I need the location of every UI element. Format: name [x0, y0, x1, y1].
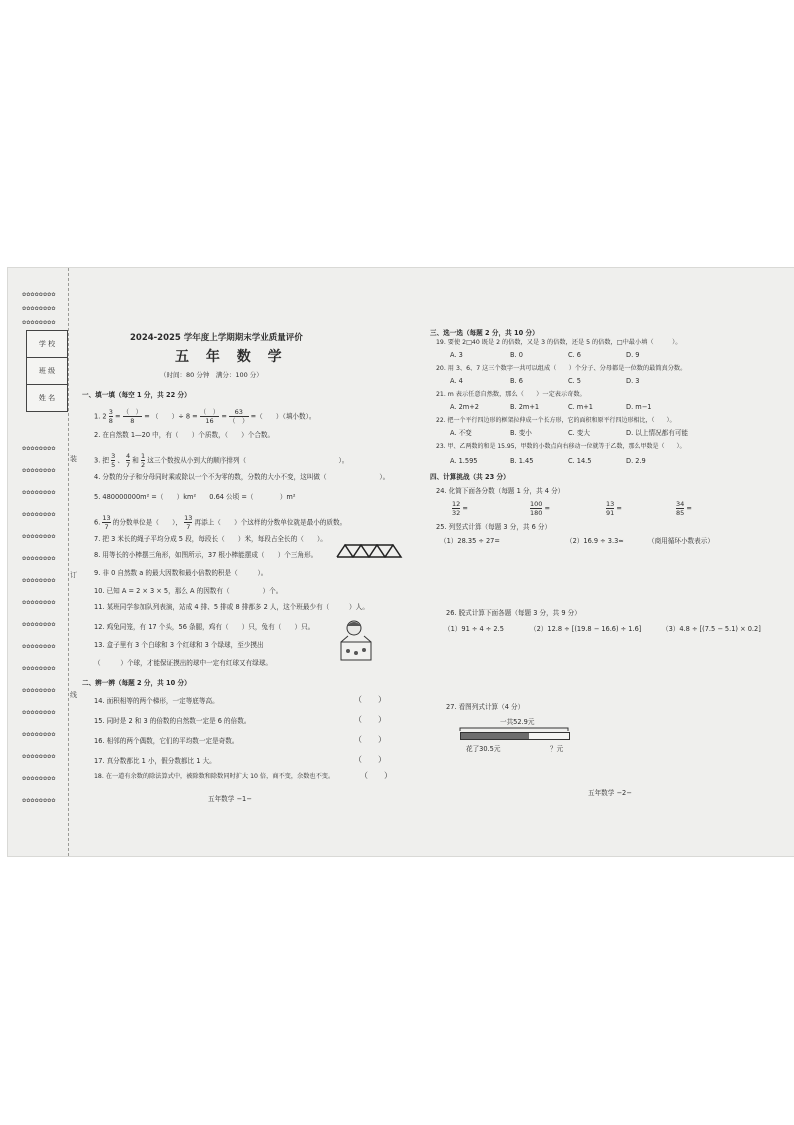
binding-decoration: ✿✿✿✿✿✿✿✿: [22, 710, 56, 716]
option-21-d[interactable]: D. m−1: [626, 403, 652, 411]
fraction: $\frac{13}{7}$: [102, 514, 111, 531]
binding-decoration: ✿✿✿✿✿✿✿✿: [22, 306, 56, 312]
question-6: [94, 514, 346, 531]
fraction: $\frac{34}{85}$: [676, 500, 685, 517]
section-4-heading: 四、计算挑战（共 23 分）: [430, 473, 510, 481]
question-9: 9. 非 0 自然数 a 的最大因数和最小倍数的积是（ ）。: [94, 569, 268, 577]
binding-decoration: ✿✿✿✿✿✿✿✿: [22, 446, 56, 452]
binding-decoration: ✿✿✿✿✿✿✿✿: [22, 754, 56, 760]
question-24: 24. 化简下面各分数（每题 1 分，共 4 分）: [436, 487, 565, 495]
question-11: 11. 某班同学参加队列表演，站成 4 排、5 排或 8 排都多 2 人，这个班最少有（ ）人。: [94, 603, 369, 611]
binding-mark-zhuang: 装: [70, 455, 77, 463]
binding-decoration: ✿✿✿✿✿✿✿✿: [22, 578, 56, 584]
calc-25-2: （2）16.9 ÷ 3.3≈: [566, 537, 624, 545]
simplify-2: $\frac{100}{180}$ =: [530, 500, 551, 517]
option-23-b[interactable]: B. 1.45: [510, 457, 534, 465]
amount-bar: [460, 732, 570, 740]
fraction: $\frac{100}{180}$: [530, 500, 543, 517]
calc-25-1: （1）28.35 ÷ 27=: [440, 537, 500, 545]
q1-text: =（ ）（填小数）。: [250, 412, 316, 421]
calc-26-3: （3）4.8 ÷ [(7.5 − 5.1) × 0.2]: [662, 625, 761, 633]
calc-26-2: （2）12.8 ÷ [(19.8 − 16.6) ÷ 1.6]: [530, 625, 642, 633]
answer-paren-18[interactable]: （ ）: [360, 771, 392, 780]
fraction: $\frac{63}{( )}$: [229, 408, 249, 425]
option-21-c[interactable]: C. m+1: [568, 403, 593, 411]
calc-26-1: （1）91 ÷ 4 ÷ 2.5: [444, 625, 504, 633]
answer-paren-15[interactable]: （ ）: [354, 715, 386, 724]
option-22-d[interactable]: D. 以上情况都有可能: [626, 429, 689, 437]
option-23-c[interactable]: C. 14.5: [568, 457, 592, 465]
binding-decoration: ✿✿✿✿✿✿✿✿: [22, 666, 56, 672]
calc-25-note: （商用循环小数表示）: [648, 537, 714, 545]
student-info-box: [26, 330, 68, 412]
spent-segment: [461, 733, 529, 739]
option-20-d[interactable]: D. 3: [626, 377, 640, 385]
diagram-unknown-label: ？元: [550, 745, 564, 753]
question-17: 17. 真分数都比 1 小，假分数都比 1 大。: [94, 757, 216, 765]
exam-meta: （时间：80 分钟 满分：100 分）: [160, 371, 263, 379]
triangle-sticks-figure: [336, 544, 406, 558]
q3-text: 和: [132, 456, 139, 465]
option-22-b[interactable]: B. 变小: [510, 429, 532, 437]
exam-title: 2024-2025 学年度上学期期末学业质量评价: [130, 333, 303, 343]
option-22-a[interactable]: A. 不变: [450, 429, 472, 437]
binding-decoration: ✿✿✿✿✿✿✿✿: [22, 622, 56, 628]
option-19-b[interactable]: B. 0: [510, 351, 523, 359]
binding-mark-ding: 订: [70, 571, 77, 579]
q6-text: 的分数单位是（ ），: [112, 518, 183, 527]
diagram-spent-label: 花了30.5元: [466, 745, 501, 753]
question-15: 15. 同时是 2 和 3 的倍数的自然数一定是 6 的倍数。: [94, 717, 251, 725]
question-4: 4. 分数的分子和分母同时乘或除以一个不为零的数，分数的大小不变，这叫做（ ）。: [94, 473, 390, 481]
question-10: 10. 已知 A = 2 × 3 × 5，那么 A 的因数有（ ）个。: [94, 587, 283, 595]
question-22: 22. 把一个平行四边形的框架拉伸成一个长方形，它的面积和原平行四边形相比，（ ）。: [436, 417, 676, 424]
name-field[interactable]: 姓 名: [38, 394, 56, 402]
question-5: 5. 480000000m² =（ ）km² 0.64 公顷 =（ ）m²: [94, 493, 296, 501]
q3-text: 、: [117, 456, 124, 465]
q1-text: =: [114, 412, 121, 421]
option-20-b[interactable]: B. 6: [510, 377, 523, 385]
question-13-cont: （ ）个球，才能保证摸出的球中一定有红球又有绿球。: [94, 659, 273, 667]
binding-decoration: ✿✿✿✿✿✿✿✿: [22, 798, 56, 804]
binding-decoration: ✿✿✿✿✿✿✿✿: [22, 512, 56, 518]
answer-paren-14[interactable]: （ ）: [354, 695, 386, 704]
option-23-a[interactable]: A. 1.595: [450, 457, 478, 465]
question-14: 14. 面积相等的两个梯形，一定等底等高。: [94, 697, 219, 705]
question-20: 20. 用 3、6、7 这三个数字一共可以组成（ ）个分子、分母都是一位数的最简真分数。: [436, 365, 687, 372]
fraction: $\frac{( )}{8}$: [122, 408, 143, 425]
binding-decoration: ✿✿✿✿✿✿✿✿: [22, 688, 56, 694]
fraction: $\frac{13}{7}$: [184, 514, 193, 531]
option-19-a[interactable]: A. 3: [450, 351, 463, 359]
question-16: 16. 相邻的两个偶数，它们的平均数一定是奇数。: [94, 737, 239, 745]
question-18: 18. 在一道有余数的除法算式中，被除数和除数同时扩大 10 倍，商不变，余数也不变。: [94, 773, 335, 780]
binding-decoration: ✿✿✿✿✿✿✿✿: [22, 468, 56, 474]
footer-right: 五年数学 −2−: [588, 789, 632, 797]
question-27: 27. 看图列式计算（4 分）: [446, 703, 525, 711]
question-21: 21. m 表示任意自然数，那么（ ）一定表示奇数。: [436, 391, 586, 398]
fraction: $\frac{3}{5}$: [111, 452, 116, 469]
exam-paper: [8, 268, 794, 856]
binding-decoration: ✿✿✿✿✿✿✿✿: [22, 644, 56, 650]
binding-decoration: ✿✿✿✿✿✿✿✿: [22, 776, 56, 782]
simplify-3: $\frac{13}{91}$ =: [606, 500, 622, 517]
section-1-heading: 一、填一填（每空 1 分，共 22 分）: [82, 391, 191, 399]
binding-decoration: ✿✿✿✿✿✿✿✿: [22, 490, 56, 496]
q1-text: =: [144, 412, 150, 421]
binding-mark-xian: 线: [70, 691, 77, 699]
question-19: 19. 要使 2□40 既是 2 的倍数，又是 3 的倍数，还是 5 的倍数，□中最小填（ ）。: [436, 339, 682, 346]
binding-decoration: ✿✿✿✿✿✿✿✿: [22, 534, 56, 540]
footer-left: 五年数学 −1−: [208, 795, 252, 803]
option-23-d[interactable]: D. 2.9: [626, 457, 646, 465]
fraction: $\frac{( )}{16}$: [199, 408, 220, 425]
question-2: 2. 在自然数 1—20 中，有（ ）个质数，（ ）个合数。: [94, 431, 275, 439]
option-20-c[interactable]: C. 5: [568, 377, 581, 385]
binding-decoration: ✿✿✿✿✿✿✿✿: [22, 556, 56, 562]
question-13: 13. 盒子里有 3 个白球和 3 个红球和 3 个绿球，至少摸出: [94, 641, 264, 649]
binding-line: [68, 268, 70, 856]
fraction: $\frac{12}{32}$: [452, 500, 461, 517]
question-12: 12. 鸡兔同笼，有 17 个头，56 条腿，鸡有（ ）只，兔有（ ）只。: [94, 623, 315, 631]
q1-text: 1. 2: [94, 412, 107, 421]
question-7: 7. 把 3 米长的绳子平均分成 5 段，每段长（ ）米，每段占全长的（ ）。: [94, 535, 327, 543]
simplify-4: $\frac{34}{85}$ =: [676, 500, 692, 517]
binding-decoration: ✿✿✿✿✿✿✿✿: [22, 320, 56, 326]
exam-subject: 五 年 数 学: [175, 349, 288, 365]
q1-text: =: [221, 412, 227, 421]
question-25: 25. 列竖式计算（每题 3 分，共 6 分）: [436, 523, 552, 531]
q3-text: 这三个数按从小到大的顺序排列（ ）。: [147, 456, 349, 465]
simplify-1: $\frac{12}{32}$ =: [452, 500, 468, 517]
fraction: $\frac{1}{2}$: [141, 452, 146, 469]
fraction: $\frac{13}{91}$: [606, 500, 615, 517]
option-21-b[interactable]: B. 2m+1: [510, 403, 540, 411]
q6-text: 6.: [94, 518, 101, 527]
diagram-total-label: 一共52.9元: [500, 718, 535, 726]
answer-paren-16[interactable]: （ ）: [354, 735, 386, 744]
binding-decoration: ✿✿✿✿✿✿✿✿: [22, 292, 56, 298]
school-field[interactable]: 学 校: [27, 331, 67, 358]
option-19-c[interactable]: C. 6: [568, 351, 581, 359]
question-1: [94, 408, 316, 425]
binding-decoration: ✿✿✿✿✿✿✿✿: [22, 600, 56, 606]
option-21-a[interactable]: A. 2m+2: [450, 403, 479, 411]
option-19-d[interactable]: D. 9: [626, 351, 640, 359]
section-2-heading: 二、辨一辨（每题 2 分，共 10 分）: [82, 679, 191, 687]
question-26: 26. 脱式计算下面各题（每题 3 分，共 9 分）: [446, 609, 581, 617]
child-with-box-illustration: [338, 618, 374, 662]
option-22-c[interactable]: C. 变大: [568, 429, 590, 437]
q6-text: 再添上（ ）个这样的分数单位就是最小的质数。: [194, 518, 347, 527]
question-23: 23. 甲、乙两数的和是 15.95，甲数的小数点向右移动一位就等于乙数，那么甲数是（ ）。: [436, 443, 686, 450]
section-3-heading: 三、选一选（每题 2 分，共 10 分）: [430, 329, 539, 337]
question-3: [94, 452, 348, 469]
q1-text: （ ）÷ 8 =: [151, 412, 198, 421]
binding-decoration: ✿✿✿✿✿✿✿✿: [22, 732, 56, 738]
q3-text: 3. 把: [94, 456, 109, 465]
option-20-a[interactable]: A. 4: [450, 377, 463, 385]
class-field[interactable]: 班 级: [27, 358, 67, 385]
fraction: $\frac{3}{8}$: [108, 408, 113, 425]
fraction: $\frac{4}{7}$: [126, 452, 131, 469]
answer-paren-17[interactable]: （ ）: [354, 755, 386, 764]
question-8: 8. 用等长的小棒摆三角形，如图所示，37 根小棒能摆成（ ）个三角形。: [94, 551, 318, 559]
